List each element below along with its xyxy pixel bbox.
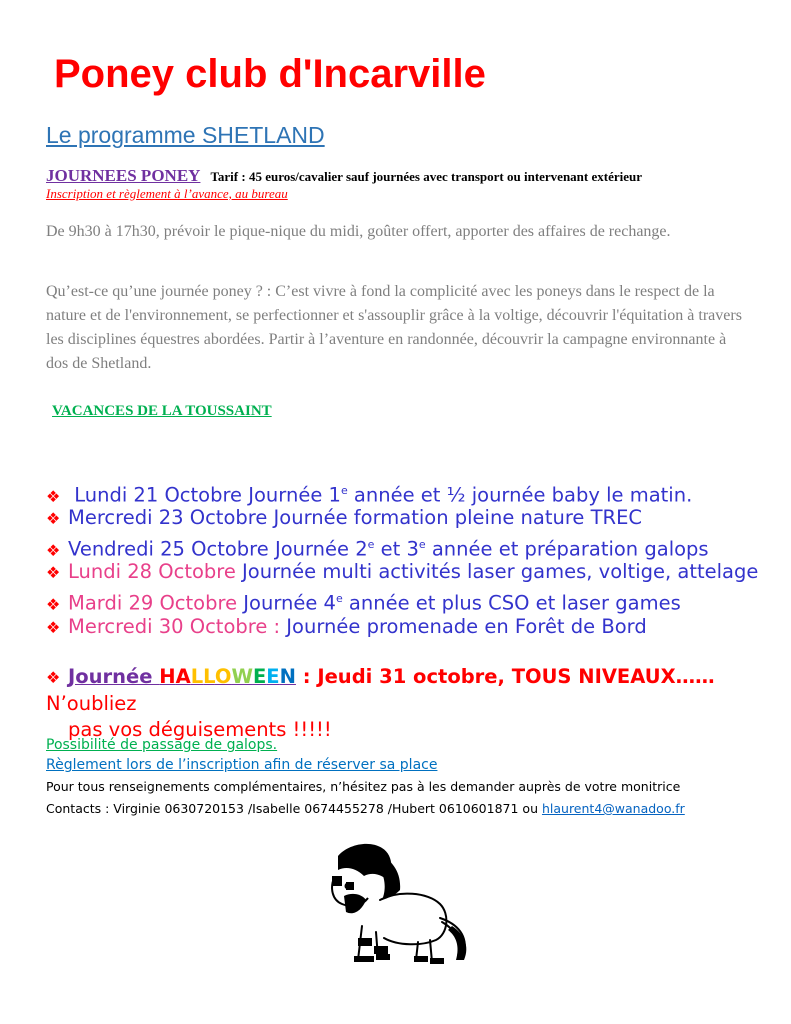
schedule-date: Mercredi 30 Octobre : xyxy=(68,615,281,638)
halloween-letter: H xyxy=(159,665,176,688)
halloween-journee: Journée xyxy=(68,665,160,688)
schedule-text: Journée promenade en Forêt de Bord xyxy=(280,615,647,638)
diamond-bullet-icon: ❖ xyxy=(46,486,61,506)
journees-row xyxy=(46,166,642,186)
diamond-bullet-icon: ❖ xyxy=(46,563,61,582)
schedule-text: et 3 xyxy=(374,537,419,561)
schedule-text: Mercredi 23 Octobre Journée formation pleine nature TREC xyxy=(68,506,643,529)
diamond-bullet-icon: ❖ xyxy=(46,668,61,687)
halloween-letter: W xyxy=(231,665,253,688)
halloween-letter: E xyxy=(266,665,280,688)
halloween-letter: L xyxy=(203,665,215,688)
vacances-heading: VACANCES DE LA TOUSSAINT xyxy=(52,403,272,419)
halloween-date: : Jeudi 31 octobre, TOUS NIVEAUX…… xyxy=(295,665,715,688)
schedule-text: année et plus CSO et laser games xyxy=(342,591,681,615)
info-note: Pour tous renseignements complémentaires, n’hésitez pas à les demander auprès de votre monitrice xyxy=(46,779,681,794)
inscription-note: Inscription et règlement à l’avance, au bureau xyxy=(46,186,288,201)
schedule-date: Lundi 28 Octobre xyxy=(68,560,236,583)
halloween-announcement xyxy=(46,664,766,743)
halloween-reminder-cont: pas vos déguisements !!!!! xyxy=(68,718,332,741)
hours-paragraph: De 9h30 à 17h30, prévoir le pique-nique du midi, goûter offert, apporter des affaires de rechange. xyxy=(46,223,671,240)
schedule-text: Lundi 21 Octobre Journée 1 xyxy=(68,483,341,507)
schedule-item xyxy=(46,586,681,618)
diamond-bullet-icon: ❖ xyxy=(46,540,61,560)
halloween-letter: L xyxy=(190,665,204,688)
pony-illustration xyxy=(318,838,484,968)
schedule-item xyxy=(46,614,647,641)
ordinal-sup: e xyxy=(418,538,426,551)
schedule-text: Journée 4 xyxy=(237,591,336,615)
schedule-item xyxy=(46,505,642,532)
halloween-letter: O xyxy=(214,665,232,688)
diamond-bullet-icon: ❖ xyxy=(46,509,61,528)
halloween-word xyxy=(159,665,296,688)
page-title: Poney club d'Incarville xyxy=(54,52,486,96)
email-link[interactable]: hlaurent4@wanadoo.fr xyxy=(541,801,685,816)
halloween-letter: N xyxy=(279,665,296,688)
tarif-text: Tarif : 45 euros/cavalier sauf journées avec transport ou intervenant extérieur xyxy=(210,169,643,184)
diamond-bullet-icon: ❖ xyxy=(46,618,61,637)
contacts-text: Contacts : Virginie 0630720153 /Isabelle 0674455278 /Hubert 0610601871 ou xyxy=(46,801,542,816)
ordinal-sup: e xyxy=(335,592,343,605)
journees-heading: JOURNEES PONEY xyxy=(46,166,201,185)
schedule-text: Journée multi activités laser games, voltige, attelage xyxy=(235,560,759,583)
halloween-letter: A xyxy=(175,665,191,688)
schedule-text: Vendredi 25 Octobre Journée 2 xyxy=(68,537,368,561)
program-subtitle: Le programme SHETLAND xyxy=(46,122,325,148)
diamond-bullet-icon: ❖ xyxy=(46,594,61,614)
schedule-text: année et préparation galops xyxy=(425,537,709,561)
halloween-reminder: N’oubliez xyxy=(46,692,137,715)
contacts-line xyxy=(46,801,685,816)
reglement-note: Règlement lors de l’inscription afin de réserver sa place xyxy=(46,757,438,773)
galops-note: Possibilité de passage de galops. xyxy=(46,737,278,753)
schedule-date: Mardi 29 Octobre xyxy=(68,591,238,615)
schedule-item xyxy=(46,559,758,586)
schedule-text: année et ½ journée baby le matin. xyxy=(347,483,693,507)
ordinal-sup: e xyxy=(340,484,348,497)
ordinal-sup: e xyxy=(367,538,375,551)
halloween-letter: E xyxy=(252,665,267,688)
description-paragraph: Qu’est-ce qu’une journée poney ? : C’est vivre à fond la complicité avec les poneys dans le respect de la nature et de l'environnement, se perfectionner et s'assouplir grâce à la voltige, découvrir l'équitation à travers les disciplines équestres abordées. Partir à l’aventure en randonnée, découvrir la campagne environnante à dos de Shetland. xyxy=(46,283,742,372)
